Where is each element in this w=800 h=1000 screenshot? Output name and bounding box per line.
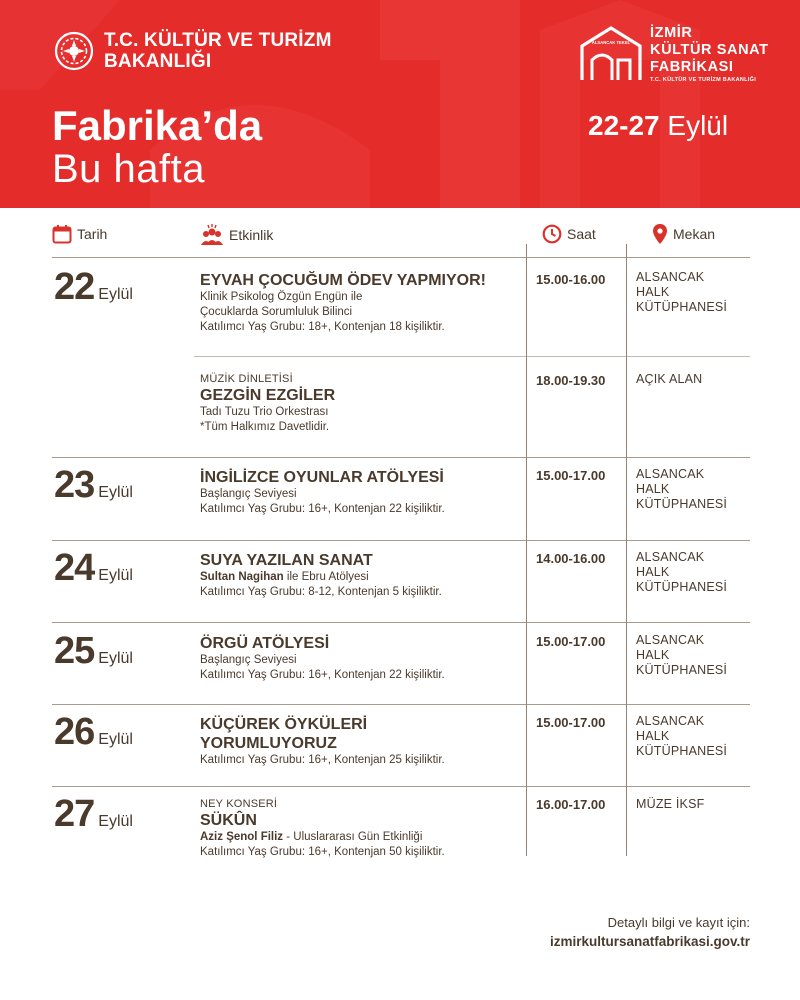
event-level: Başlangıç Seviyesi: [200, 488, 297, 500]
event-name: EYVAH ÇOCUĞUM ÖDEV YAPMIYOR!: [200, 272, 486, 289]
event-time: 16.00-17.00: [536, 797, 606, 812]
event-level: Başlangıç Seviyesi: [200, 654, 297, 666]
event-time: 15.00-16.00: [536, 272, 606, 287]
event-name: SÜKÛN: [200, 812, 257, 829]
day-label-23: [54, 464, 133, 507]
day-number: 22: [54, 266, 95, 308]
event-name-line2: YORUMLUYORUZ: [200, 735, 337, 752]
venue-line: KÜTÜPHANESİ: [636, 663, 728, 677]
day-label-22: [54, 266, 133, 309]
ministry-name-line2: BAKANLIĞI: [104, 51, 212, 72]
venue-line: HALK: [636, 648, 670, 662]
event-gezgin-ezgiler: [200, 372, 526, 435]
event-kucurek-oykuler: [200, 715, 526, 768]
event-name-line1: KÜÇÜREK ÖYKÜLERİ: [200, 716, 368, 733]
column-header-date-label: Tarih: [77, 226, 108, 242]
iksf-mark-text: ALSANCAK TEKEL: [591, 40, 631, 45]
event-ingilizce-oyunlar: [200, 468, 526, 517]
event-venue: [636, 633, 727, 678]
poster-title-line1: Fabrika’da: [52, 102, 263, 149]
column-header-event-label: Etkinlik: [229, 227, 274, 243]
venue-line: ALSANCAK: [636, 467, 705, 481]
row-divider: [52, 257, 750, 258]
event-time: 18.00-19.30: [536, 373, 606, 388]
venue-line: HALK: [636, 285, 670, 299]
day-label-24: [54, 547, 133, 590]
row-divider: [194, 356, 750, 357]
day-number: 25: [54, 630, 95, 672]
location-pin-icon: [652, 224, 668, 244]
event-time: 15.00-17.00: [536, 468, 606, 483]
row-divider: [52, 704, 750, 705]
event-time: 14.00-16.00: [536, 551, 606, 566]
day-label-26: [54, 711, 133, 754]
date-range-month: Eylül: [667, 110, 729, 141]
day-number: 24: [54, 547, 95, 589]
event-orgu-atolyesi: [200, 634, 526, 683]
row-divider: [52, 540, 750, 541]
event-venue: [636, 270, 727, 315]
ministry-name-line1: T.C. KÜLTÜR VE TURİZM: [104, 30, 332, 51]
event-participants: Katılımcı Yaş Grubu: 16+, Kontenjan 22 kişiliktir.: [200, 503, 445, 515]
venue-line: KÜTÜPHANESİ: [636, 300, 728, 314]
venue-line: AÇIK ALAN: [636, 372, 703, 386]
venue-line: KÜTÜPHANESİ: [636, 744, 728, 758]
venue-line: KÜTÜPHANESİ: [636, 497, 728, 511]
event-host: Klinik Psikolog Özgün Engün ile: [200, 291, 363, 303]
column-header-venue: [652, 224, 715, 244]
venue-line: ALSANCAK: [636, 714, 705, 728]
day-month: Eylül: [98, 286, 133, 303]
venue-line: HALK: [636, 565, 670, 579]
day-number: 27: [54, 793, 95, 835]
day-month: Eylül: [98, 813, 133, 830]
event-performer: Tadı Tuzu Trio Orkestrası: [200, 406, 329, 418]
day-number: 26: [54, 711, 95, 753]
iksf-name-line3: FABRİKASI: [650, 59, 734, 75]
event-participants: Katılımcı Yaş Grubu: 16+, Kontenjan 22 kişiliktir.: [200, 669, 445, 681]
venue-line: ALSANCAK: [636, 633, 705, 647]
day-month: Eylül: [98, 731, 133, 748]
venue-line: HALK: [636, 729, 670, 743]
iksf-name-line1: İZMİR: [650, 25, 693, 41]
event-name: ÖRGÜ ATÖLYESİ: [200, 635, 330, 652]
column-header-venue-label: Mekan: [673, 226, 716, 242]
footer: [550, 914, 750, 952]
iksf-logo: [578, 24, 769, 83]
ministry-emblem-icon: [54, 31, 94, 71]
footer-website-link[interactable]: izmirkultursanatfabrikasi.gov.tr: [549, 934, 750, 949]
event-suya-yazilan-sanat: [200, 551, 526, 600]
event-name: SUYA YAZILAN SANAT: [200, 552, 373, 569]
event-category: NEY KONSERİ: [200, 798, 278, 810]
event-host-detail: ile Ebru Atölyesi: [283, 571, 369, 583]
people-group-icon: [200, 224, 224, 246]
day-label-25: [54, 630, 133, 673]
event-venue: [636, 714, 727, 759]
poster-title-line2: Bu hafta: [52, 147, 206, 191]
event-time: 15.00-17.00: [536, 634, 606, 649]
event-time: 15.00-17.00: [536, 715, 606, 730]
calendar-icon: [52, 224, 72, 244]
day-month: Eylül: [98, 484, 133, 501]
event-category: MÜZİK DİNLETİSİ: [200, 373, 293, 385]
column-divider: [626, 244, 627, 856]
column-header-event: [200, 224, 273, 246]
venue-line: HALK: [636, 482, 670, 496]
column-header-time-label: Saat: [567, 226, 596, 242]
venue-line: MÜZE İKSF: [636, 797, 705, 811]
day-label-27: [54, 793, 133, 836]
date-range-days: 22-27: [588, 110, 660, 141]
event-topic: Çocuklarda Sorumluluk Bilinci: [200, 306, 353, 318]
footer-info: Detaylı bilgi ve kayıt için:: [607, 915, 750, 930]
column-header-date: [52, 224, 107, 244]
column-divider: [526, 244, 527, 856]
event-venue: [636, 467, 727, 512]
day-month: Eylül: [98, 650, 133, 667]
column-header-time: [542, 224, 596, 244]
event-venue: [636, 372, 702, 387]
event-performer-detail: - Uluslararası Gün Etkinliği: [283, 831, 423, 843]
event-participants: Katılımcı Yaş Grubu: 16+, Kontenjan 25 kişiliktir.: [200, 754, 445, 766]
venue-line: ALSANCAK: [636, 270, 705, 284]
event-participants: Katılımcı Yaş Grubu: 16+, Kontenjan 50 kişiliktir.: [200, 846, 445, 858]
venue-line: ALSANCAK: [636, 550, 705, 564]
row-divider: [52, 622, 750, 623]
factory-building-icon: [578, 24, 644, 82]
clock-icon: [542, 224, 562, 244]
event-venue: [636, 797, 704, 812]
event-note: *Tüm Halkımız Davetlidir.: [200, 421, 330, 433]
event-venue: [636, 550, 727, 595]
ministry-logo: [54, 30, 332, 72]
iksf-subtitle: T.C. KÜLTÜR VE TURİZM BAKANLIĞI: [650, 77, 757, 83]
row-divider: [52, 457, 750, 458]
date-range: [588, 110, 728, 142]
event-sukun: [200, 797, 526, 860]
event-eyvah-cocugum: [200, 271, 526, 335]
row-divider: [52, 786, 750, 787]
event-participants: Katılımcı Yaş Grubu: 8-12, Kontenjan 5 kişiliktir.: [200, 586, 442, 598]
event-host-name: Sultan Nagihan: [200, 571, 284, 583]
day-month: Eylül: [98, 567, 133, 584]
event-host: [200, 570, 526, 585]
header-banner: [0, 0, 800, 208]
event-performer: [200, 830, 526, 845]
iksf-name-line2: KÜLTÜR SANAT: [650, 42, 769, 58]
event-participants: Katılımcı Yaş Grubu: 18+, Kontenjan 18 kişiliktir.: [200, 321, 445, 333]
event-name: GEZGİN EZGİLER: [200, 387, 336, 404]
event-performer-name: Aziz Şenol Filiz: [200, 831, 284, 843]
day-number: 23: [54, 464, 95, 506]
venue-line: KÜTÜPHANESİ: [636, 580, 728, 594]
event-name: İNGİLİZCE OYUNLAR ATÖLYESİ: [200, 469, 444, 486]
